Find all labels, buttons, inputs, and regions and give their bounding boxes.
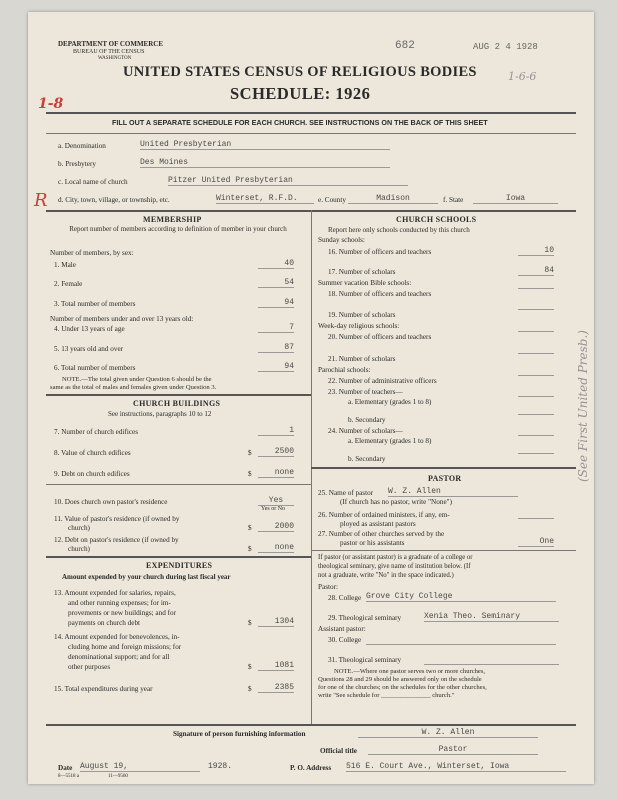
pastor-note-3: for one of the churches; on the schedules for the other churches, <box>318 684 487 691</box>
q8-value[interactable]: 2500 <box>258 447 294 457</box>
yes-no-hint: Yes or No <box>261 506 286 512</box>
q13-label-2: and other running expenses; for im- <box>68 599 171 607</box>
q22-label: 22. Number of administrative officers <box>328 377 437 385</box>
q21-label: 21. Number of scholars <box>328 355 396 363</box>
grad-note-2: theological seminary, give name of institution below. (If <box>318 563 471 570</box>
q17-value[interactable]: 84 <box>518 266 554 276</box>
q5-label: 5. 13 years old and over <box>54 345 124 353</box>
q9-dollar: $ <box>248 470 252 478</box>
pastor-title: PASTOR <box>428 474 462 483</box>
q14-label-2: cluding home and foreign missions; for <box>68 643 182 651</box>
q27-label-2: pastor or his assistants <box>340 539 405 547</box>
city-value[interactable]: Winterset, R.F.D. <box>216 194 314 204</box>
assistant-pastor-label: Assistant pastor: <box>318 625 366 633</box>
footer-rule <box>46 724 576 726</box>
q2-label: 2. Female <box>54 280 83 288</box>
q23a-value[interactable] <box>518 396 554 397</box>
q11-dollar: $ <box>248 524 252 532</box>
schedule-title: SCHEDULE: 1926 <box>230 84 371 103</box>
q21-value[interactable] <box>518 353 554 354</box>
denomination-value[interactable]: United Presbyterian <box>140 140 390 150</box>
q11-label: 11. Value of pastor's residence (if owned by <box>54 515 180 523</box>
q27-label-1: 27. Number of other churches served by the <box>318 530 445 538</box>
q17-label: 17. Number of scholars <box>328 268 396 276</box>
sunday-schools-label: Sunday schools: <box>318 236 365 244</box>
buildings-mid-rule <box>46 484 311 485</box>
q24b-value[interactable] <box>518 453 554 454</box>
q23b-label: b. Secondary <box>348 416 386 424</box>
q31-label: 31. Theological seminary <box>328 656 402 664</box>
header-rule-top <box>46 112 576 114</box>
q15-dollar: $ <box>248 685 252 693</box>
q31-value[interactable] <box>424 654 559 665</box>
bureau-label: BUREAU OF THE CENSUS <box>73 49 145 55</box>
presbytery-label: b. Presbytery <box>58 160 96 168</box>
pastor-note-4: write "See schedule for _______________ church." <box>318 692 455 699</box>
state-label: f. State <box>443 196 464 204</box>
grad-rule <box>311 550 576 551</box>
presbytery-value[interactable]: Des Moines <box>140 158 390 168</box>
membership-note-2: same as the total of males and females given under Question 3. <box>50 384 217 391</box>
q18-value[interactable] <box>518 288 554 289</box>
q14-dollar: $ <box>248 663 252 671</box>
address-value[interactable]: 516 E. Court Ave., Winterset, Iowa <box>346 762 566 772</box>
signature-value[interactable]: W. Z. Allen <box>358 728 538 738</box>
pastor-sub-label: Pastor: <box>318 583 338 591</box>
q14-label-1: 14. Amount expended for benevolences, in- <box>54 633 180 641</box>
q3-label: 3. Total number of members <box>54 300 136 308</box>
q1-value[interactable]: 40 <box>258 259 294 269</box>
q25-label: 25. Name of pastor <box>318 489 374 497</box>
handwritten-code: 1-6-6 <box>508 70 537 83</box>
q26-value[interactable] <box>518 518 554 519</box>
schools-intro: Report here only schools conducted by this church <box>328 226 470 234</box>
q23a-label: a. Elementary (grades 1 to 8) <box>348 398 432 406</box>
city-label-d: d. City, town, village, or township, etc. <box>58 196 170 204</box>
pastor-note-2: Questions 28 and 29 should be answered only on the schedule <box>318 676 482 683</box>
q26-label-2: ployed as assistant pastors <box>340 520 416 528</box>
state-value[interactable]: Iowa <box>473 194 558 204</box>
q4-label: 4. Under 13 years of age <box>54 325 125 333</box>
date-year: 1928. <box>208 762 233 771</box>
summer-schools-label: Summer vacation Bible schools: <box>318 279 412 287</box>
q8-dollar: $ <box>248 449 252 457</box>
q13-value[interactable]: 1304 <box>258 617 294 627</box>
q16-value[interactable]: 10 <box>518 246 554 256</box>
age-heading: Number of members under and over 13 years old: <box>50 315 194 323</box>
q28-label: 28. College <box>328 594 362 602</box>
pastor-note-1: NOTE.—Where one pastor serves two or more churches, <box>334 668 486 675</box>
q6-value[interactable]: 94 <box>258 362 294 372</box>
form-title: UNITED STATES CENSUS OF RELIGIOUS BODIES <box>123 64 477 80</box>
q4-value[interactable]: 7 <box>258 323 294 333</box>
q29-label: 29. Theological seminary <box>328 614 402 622</box>
q24b-label: b. Secondary <box>348 455 386 463</box>
stamp-number: 682 <box>395 40 415 52</box>
q13-dollar: $ <box>248 619 252 627</box>
expenditures-rule <box>46 556 311 558</box>
schools-title: CHURCH SCHOOLS <box>396 215 477 224</box>
q20-label: 20. Number of officers and teachers <box>328 333 432 341</box>
q14-label-4: other purposes <box>68 663 111 671</box>
q15-label: 15. Total expenditures during year <box>54 685 153 693</box>
denomination-label: a. Denomination <box>58 142 106 150</box>
expenditures-intro: Amount expended by your church during last fiscal year <box>62 573 231 581</box>
county-value[interactable]: Madison <box>348 194 438 204</box>
q15-value[interactable]: 2385 <box>258 683 294 693</box>
q26-label-1: 26. Number of ordained ministers, if any, em- <box>318 511 450 519</box>
header-rule-bottom <box>46 133 576 134</box>
q27-value[interactable]: One <box>518 537 554 547</box>
q18-label: 18. Number of officers and teachers <box>328 290 432 298</box>
q19-label: 19. Number of scholars <box>328 311 396 319</box>
q12-label: 12. Debt on pastor's residence (if owned by <box>54 536 179 544</box>
q11-value[interactable]: 2000 <box>258 522 294 532</box>
membership-note-1: NOTE.—The total given under Question 6 should be the <box>62 376 212 383</box>
q8-label: 8. Value of church edifices <box>54 449 131 457</box>
buildings-title: CHURCH BUILDINGS <box>133 399 221 408</box>
q12-label-2: church) <box>68 545 90 553</box>
county-label: e. County <box>318 196 346 204</box>
q5-value[interactable]: 87 <box>258 343 294 353</box>
q24a-label: a. Elementary (grades 1 to 8) <box>348 437 432 445</box>
buildings-intro: See instructions, paragraphs 10 to 12 <box>108 410 212 418</box>
official-title-label: Official title <box>320 747 357 755</box>
q9-label: 9. Debt on church edifices <box>54 470 130 478</box>
q24-label: 24. Number of scholars— <box>328 427 403 435</box>
q6-label: 6. Total number of members <box>54 364 136 372</box>
church-name-value[interactable]: Pitzer United Presbyterian <box>168 176 408 186</box>
q11-label-2: church) <box>68 524 90 532</box>
q14-value[interactable]: 1081 <box>258 661 294 671</box>
q28-value[interactable]: Grove City College <box>366 592 556 602</box>
instructions-line: FILL OUT A SEPARATE SCHEDULE FOR EACH CHURCH. SEE INSTRUCTIONS ON THE BACK OF THIS SHEET <box>112 118 488 127</box>
date-value[interactable]: August 19, <box>80 762 200 772</box>
census-form-sheet <box>28 12 594 784</box>
q29-value[interactable]: Xenia Theo. Seminary <box>424 612 559 622</box>
pastor-rule <box>311 467 576 469</box>
membership-title: MEMBERSHIP <box>143 215 202 224</box>
stamp-date: AUG 2 4 1928 <box>473 42 538 52</box>
q2-value[interactable]: 54 <box>258 278 294 288</box>
q30-value[interactable] <box>366 634 556 645</box>
weekday-schools-label: Week-day religious schools: <box>318 322 400 330</box>
q12-dollar: $ <box>248 545 252 553</box>
q13-label-3: provements or new buildings; and for <box>68 609 176 617</box>
buildings-rule <box>46 394 311 396</box>
church-name-label: c. Local name of church <box>58 178 128 186</box>
date-label: Date <box>58 764 73 772</box>
q25-value[interactable]: W. Z. Allen <box>388 487 518 497</box>
grad-note-3: not a graduate, write "No" in the space indicated.) <box>318 572 454 579</box>
q20-value[interactable] <box>518 331 554 332</box>
department-label: DEPARTMENT OF COMMERCE <box>58 40 164 48</box>
q30-label: 30. College <box>328 636 362 644</box>
members-by-sex-label: Number of members, by sex: <box>50 249 134 257</box>
q13-label-1: 13. Amount expended for salaries, repairs, <box>54 589 176 597</box>
q22-value[interactable] <box>518 375 554 376</box>
q10-value[interactable]: Yes <box>258 496 294 506</box>
q13-label-4: payments on church debt <box>68 619 141 627</box>
q23-label: 23. Number of teachers— <box>328 388 403 396</box>
grad-note-1: If pastor (or assistant pastor) is a graduate of a college or <box>318 554 473 561</box>
handwritten-r: R <box>34 190 48 211</box>
expenditures-title: EXPENDITURES <box>146 561 213 570</box>
q3-value[interactable]: 94 <box>258 298 294 308</box>
margin-handwritten-note: (See First United Presb.) <box>576 330 590 482</box>
address-label: P. O. Address <box>290 764 332 772</box>
q24a-value[interactable] <box>518 435 554 436</box>
print-code: 11—9560 <box>108 774 128 779</box>
q9-value[interactable]: none <box>258 468 294 478</box>
q25-note: (If church has no pastor, write "None") <box>340 498 452 506</box>
q12-value[interactable]: none <box>258 543 294 553</box>
q16-label: 16. Number of officers and teachers <box>328 248 432 256</box>
q10-label: 10. Does church own pastor's residence <box>54 498 168 506</box>
q23b-value[interactable] <box>518 414 554 415</box>
city-label: WASHINGTON <box>98 56 132 61</box>
official-title-value[interactable]: Pastor <box>368 745 538 755</box>
q7-value[interactable]: 1 <box>258 426 294 436</box>
q14-label-3: denominational support; and for all <box>68 653 170 661</box>
membership-intro: Report number of members according to definition of member in your church <box>69 225 287 233</box>
form-code: 8—5518 a <box>58 774 79 779</box>
q19-value[interactable] <box>518 309 554 310</box>
signature-label: Signature of person furnishing information <box>173 730 306 738</box>
q1-label: 1. Male <box>54 261 76 269</box>
parochial-schools-label: Parochial schools: <box>318 366 371 374</box>
handwritten-mark: 1-8 <box>38 96 64 112</box>
q7-label: 7. Number of church edifices <box>54 428 139 436</box>
